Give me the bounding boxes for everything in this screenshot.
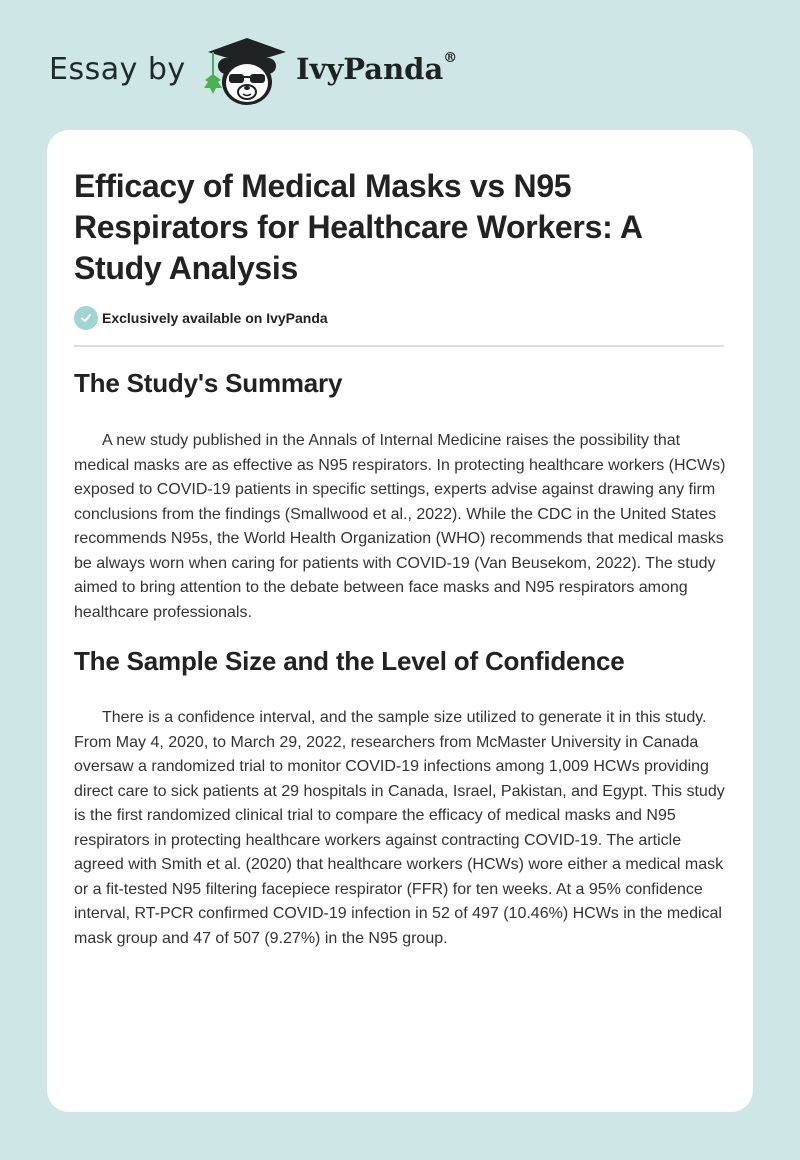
essay-card	[47, 130, 753, 1112]
exclusive-badge	[74, 306, 328, 330]
site-header	[0, 0, 800, 130]
panda-graduate-logo-icon[interactable]	[202, 36, 292, 108]
section-paragraph-summary: A new study published in the Annals of Internal Medicine raises the possibility that medical masks are as effective as N95 respirators. In protecting healthcare workers (HCWs) exposed to COVID-19 patients in specific settings, experts advise against drawing any firm conclusions from the findings (Smallwood et al., 2022). While the CDC in the United States recommends N95s, the World Health Organization (WHO) recommends that medical masks be always worn when caring for patients with COVID-19 (Van Beusekom, 2022). The study aimed to bring attention to the debate between face masks and N95 respirators among healthcare professionals.	[74, 432, 726, 621]
section-heading-summary: The Study's Summary	[74, 368, 343, 398]
check-circle-icon	[74, 306, 98, 330]
brand-name-text: IvyPanda	[296, 52, 444, 86]
title-divider	[74, 345, 724, 347]
brand-name[interactable]	[296, 52, 457, 86]
section-heading-sample-size: The Sample Size and the Level of Confidence	[74, 646, 625, 676]
essay-title: Efficacy of Medical Masks vs N95 Respirators for Healthcare Workers: A Study Analysis	[74, 168, 642, 286]
essay-by-label: Essay by	[49, 52, 186, 87]
exclusive-badge-label: Exclusively available on IvyPanda	[102, 310, 328, 326]
registered-mark: ®	[443, 50, 458, 66]
section-paragraph-sample-size: There is a confidence interval, and the sample size utilized to generate it in this study. From May 4, 2020, to March 29, 2022, researchers from McMaster University in Canada oversaw a randomized trial to monitor COVID-19 infections among 1,009 HCWs providing direct care to sick patients at 29 hospitals in Canada, Israel, Pakistan, and Egypt. This study is the first randomized clinical trial to compare the efficacy of medical masks and N95 respirators in protecting healthcare workers against contracting COVID-19. The article agreed with Smith et al. (2020) that healthcare workers (HCWs) wore either a medical mask or a fit-tested N95 filtering facepiece respirator (FFR) for ten weeks. At a 95% confidence interval, RT-PCR confirmed COVID-19 infection in 52 of 497 (10.46%) HCWs in the medical mask group and 47 of 507 (9.27%) in the N95 group.	[74, 709, 725, 947]
